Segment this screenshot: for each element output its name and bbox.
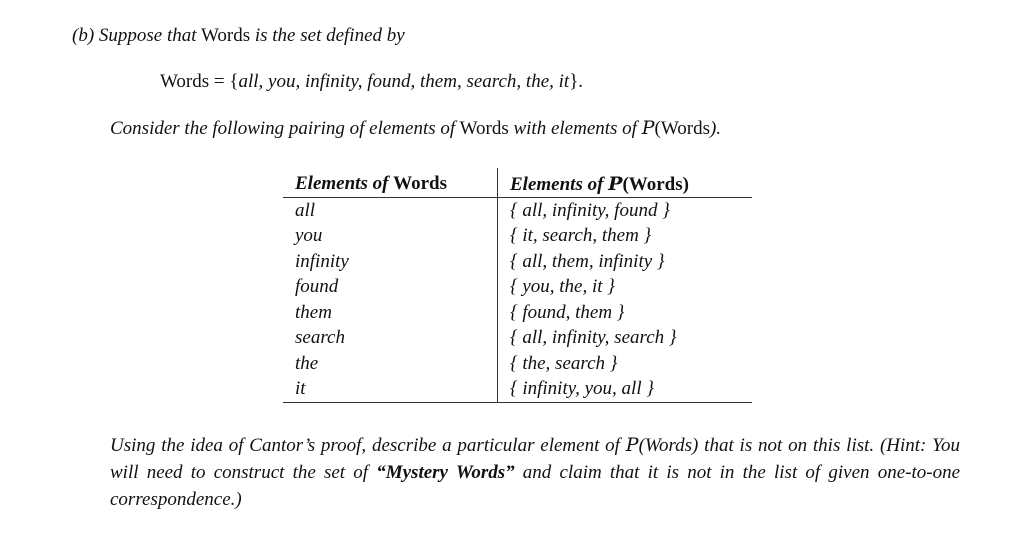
word-cell: them [283, 300, 498, 326]
table-row [283, 198, 752, 224]
consider-set-name: Words [459, 118, 509, 139]
subset-cell: { all, them, infinity } [510, 250, 665, 272]
consider-sentence: Consider the following pairing of elements of Words with elements of P(Words). [110, 117, 722, 139]
instruction-text-b: (Words) that is not on this list. (Hint: You will need to construct the set of [110, 435, 961, 483]
set-name: Words [200, 25, 251, 46]
word-cell: you [283, 224, 498, 250]
problem-label: (b) [72, 25, 95, 46]
table-row [283, 300, 752, 326]
subset-cell: { infinity, you, all } [498, 377, 753, 403]
table-row [283, 351, 752, 377]
subset-cell: { found, them } [510, 301, 625, 323]
subset-cell: { all, infinity, found } [510, 199, 670, 221]
set-definition [160, 70, 583, 94]
instruction-text-a: Using the idea of Cantor’s proof, describe a particular element of [110, 435, 620, 456]
problem-intro [72, 24, 405, 48]
subset-cell: { the, search } [510, 352, 618, 374]
header-elements-of-words: Elements of Words [283, 168, 498, 198]
instruction-text-c: and claim that it is not in the list of given one-to-one correspondence.) [110, 462, 960, 510]
consider-set-name-2: Words [660, 118, 710, 139]
table-row [283, 326, 752, 352]
instruction-powerset-symbol: P [625, 434, 639, 456]
intro-tail: is the set defined by [254, 25, 405, 46]
subset-cell: { you, the, it } [510, 276, 615, 298]
table-body [283, 198, 752, 403]
subset-cell: { it, search, them } [510, 225, 652, 247]
definition-lhs: Words [160, 71, 210, 92]
subset-cell: { all, infinity, search } [510, 327, 677, 349]
definition-eq: = { [209, 71, 239, 92]
word-cell: it [283, 377, 498, 403]
word-cell: search [283, 326, 498, 352]
table-row [283, 224, 752, 250]
table-row [283, 377, 752, 403]
word-cell: all [283, 198, 498, 224]
consider-end: ). [709, 118, 722, 139]
table-header-row [283, 168, 752, 198]
powerset-symbol: P [641, 117, 655, 139]
word-cell: found [283, 275, 498, 301]
definition-end: }. [569, 71, 584, 92]
intro-text: Suppose that [98, 25, 197, 46]
word-cell: infinity [283, 249, 498, 275]
table-row [283, 275, 752, 301]
word-cell: the [283, 351, 498, 377]
consider-a: Consider the following pairing of elements of [110, 118, 456, 139]
table-row [283, 249, 752, 275]
pairing-table [283, 168, 752, 403]
header-elements-of-powerset: Elements of P(Words) [498, 168, 753, 198]
consider-b: with elements of [513, 118, 637, 139]
instruction-paragraph [110, 432, 960, 513]
definition-items: all, you, infinity, found, them, search, the, it [238, 71, 570, 92]
mystery-words: “Mystery Words” [376, 462, 515, 483]
